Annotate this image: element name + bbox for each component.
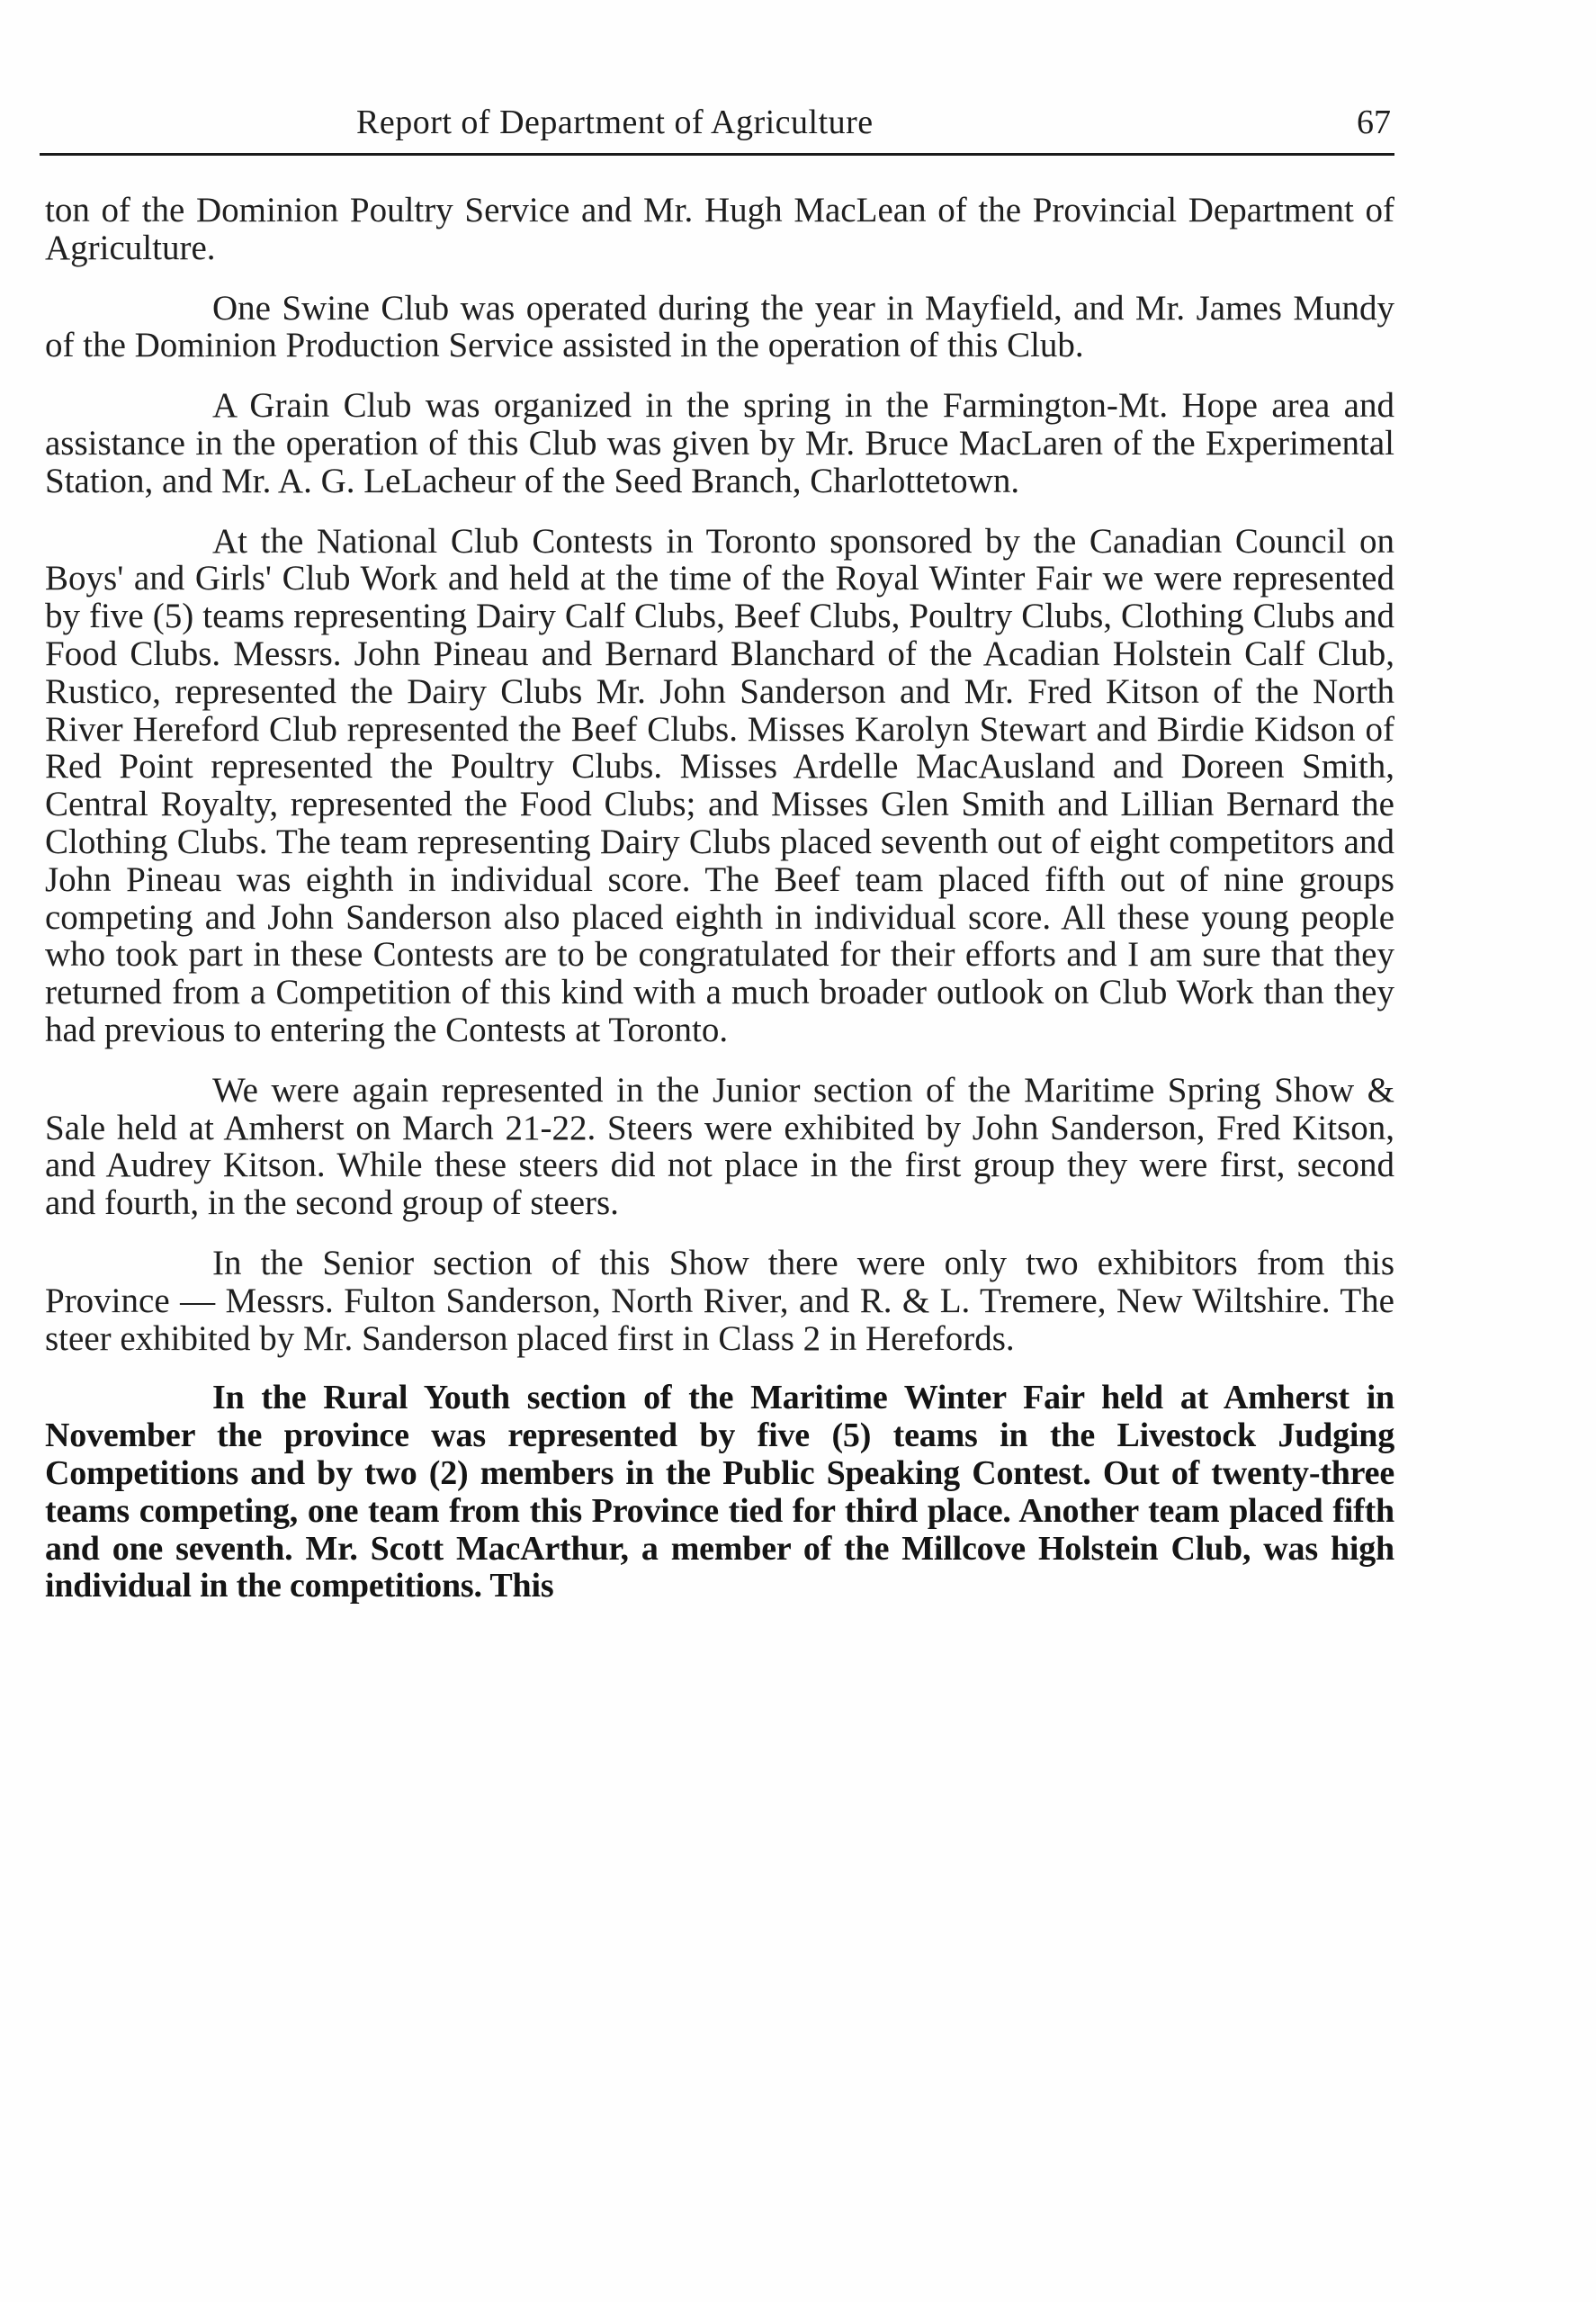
- paragraph-winter-fair: In the Rural Youth section of the Maritime Winter Fair held at Amherst in November the province was represented by five (5) teams in the Livestock Judging Competitions and by two (2) members in the Public Speaking Contest. Out of twenty-three teams competing, one team from this Province tied for third place. Another team placed fifth and one seventh. Mr. Scott MacArthur, a member of the Millcove Holstein Club, was high individual in the competitions. This: [45, 1379, 1394, 1605]
- paragraph-continuation: ton of the Dominion Poultry Service and Mr. Hugh MacLean of the Provincial Department of Agriculture.: [45, 191, 1394, 267]
- paragraph-spring-show-senior: In the Senior section of this Show there were only two exhibitors from this Province — Messrs. Fulton Sanderson, North River, and R. & L. Tremere, New Wiltshire. The steer exhibited by Mr. Sanderson placed first in Class 2 in Herefords.: [45, 1243, 1394, 1358]
- running-title: Report of Department of Agriculture: [356, 103, 874, 141]
- paragraph-spring-show-junior: We were again represented in the Junior section of the Maritime Spring Show & Sale held at Amherst on March 21-22. Steers were exhibited by John Sanderson, Fred Kitson, and Audrey Kitson. While these steers did not place in the first group they were first, second and fourth, in the second group of steers.: [45, 1070, 1394, 1223]
- paragraph-swine-club: One Swine Club was operated during the year in Mayfield, and Mr. James Mundy of the Dominion Production Service assisted in the operation of this Club.: [45, 288, 1394, 365]
- body-text: [45, 192, 1394, 1628]
- paragraph-grain-club: A Grain Club was organized in the spring in the Farmington-Mt. Hope area and assistance in the operation of this Club was given by Mr. Bruce MacLaren of the Experimental Station, and Mr. A. G. LeLacheur of the Seed Branch, Charlottetown.: [45, 386, 1394, 500]
- paragraph-national-contests: At the National Club Contests in Toronto sponsored by the Canadian Council on Boys' and Girls' Club Work and held at the time of the Royal Winter Fair we were represented by five (5) teams representing Dairy Calf Clubs, Beef Clubs, Poultry Clubs, Clothing Clubs and Food Clubs. Messrs. John Pineau and Bernard Blanchard of the Acadian Holstein Calf Club, Rustico, represented the Dairy Clubs Mr. John Sanderson and Mr. Fred Kitson of the North River Hereford Club represented the Beef Clubs. Misses Karolyn Stewart and Birdie Kidson of Red Point represented the Poultry Clubs. Misses Ardelle MacAusland and Doreen Smith, Central Royalty, represented the Food Clubs; and Misses Glen Smith and Lillian Bernard the Clothing Clubs. The team representing Dairy Clubs placed seventh out of eight competitors and John Pineau was eighth in individual score. The Beef team placed fifth out of nine groups competing and John Sanderson also placed eighth in individual score. All these young people who took part in these Contests are to be congratulated for their efforts and I am sure that they returned from a Competition of this kind with a much broader outlook on Club Work than they had previous to entering the Contests at Toronto.: [45, 521, 1394, 1049]
- running-header: [40, 97, 1394, 156]
- page-number: 67: [1357, 103, 1391, 141]
